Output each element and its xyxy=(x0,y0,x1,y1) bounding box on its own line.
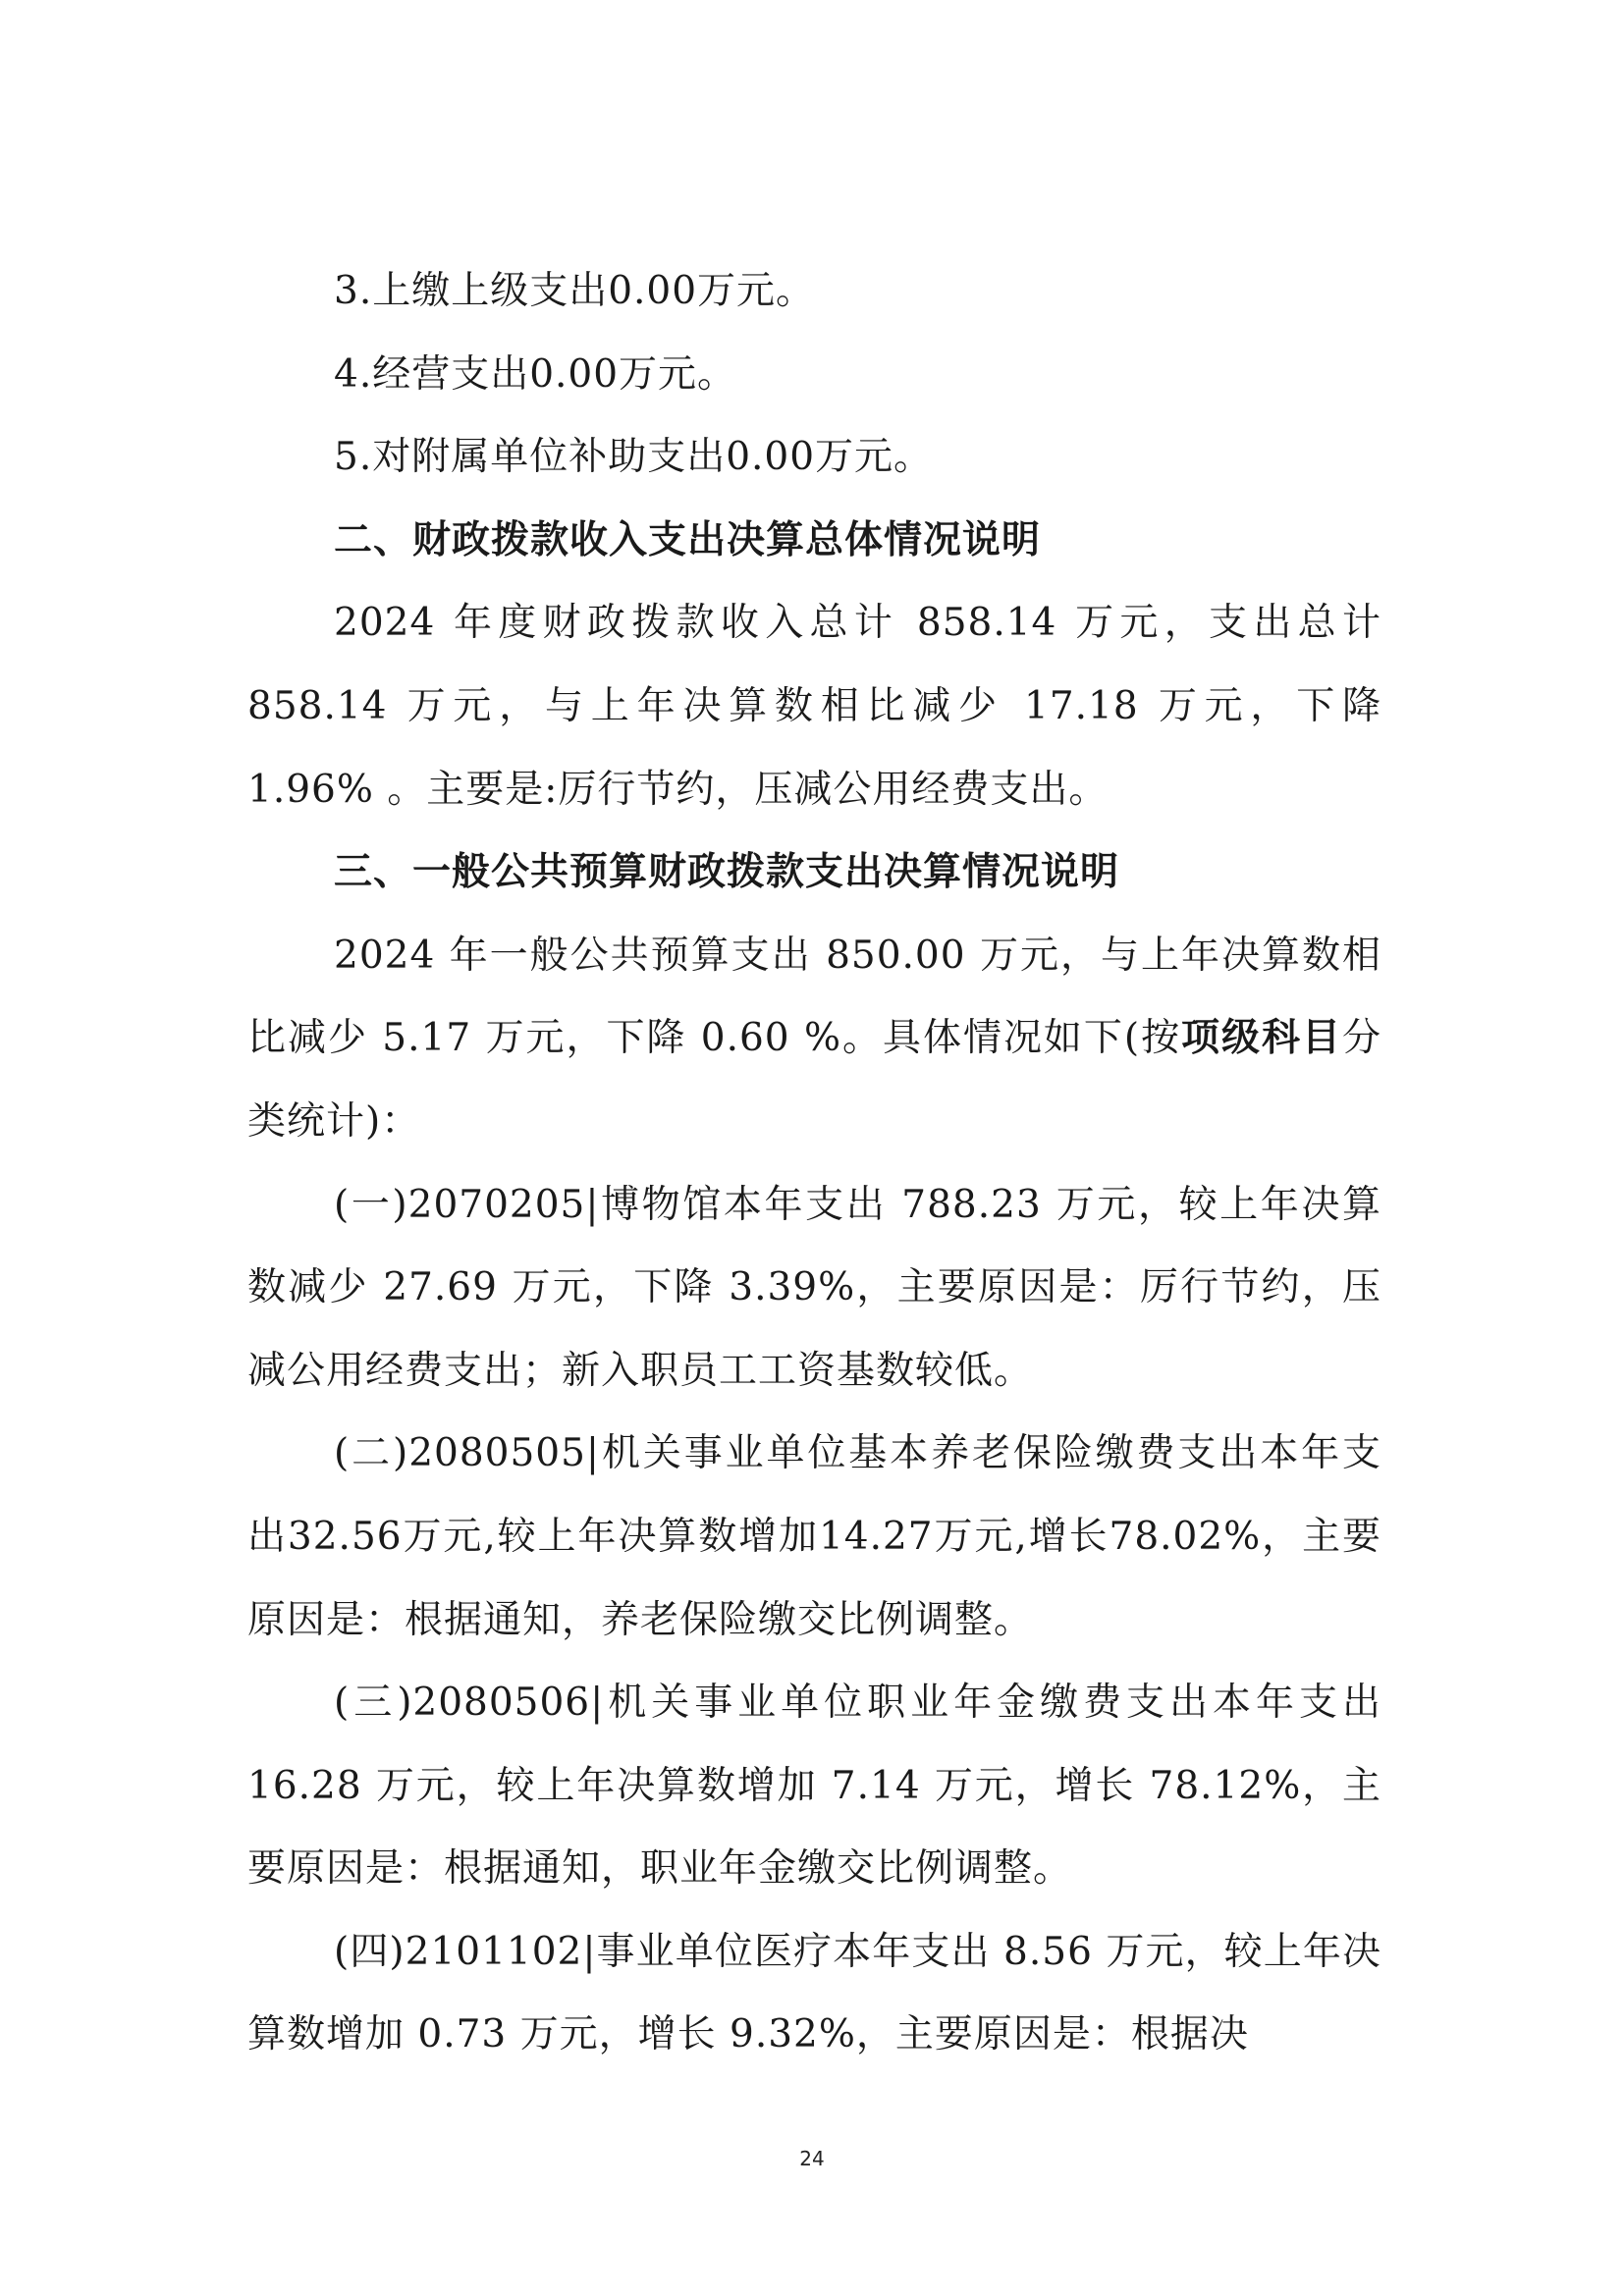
section-2-body: 2024 年度财政拨款收入总计 858.14 万元，支出总计 858.14 万元，与上年决算数相比减少 17.18 万元，下降 1.96% 。主要是:厉行节约，压减公用经费支出。 xyxy=(247,601,1381,812)
item-2101102: (四)2101102|事业单位医疗本年支出 8.56 万元，较上年决算数增加 0.73 万元，增长 9.32%，主要原因是：根据决 xyxy=(247,1929,1381,2057)
item-2070205: (一)2070205|博物馆本年支出 788.23 万元，较上年决算数减少 27.69 万元，下降 3.39%，主要原因是：厉行节约，压减公用经费支出；新入职员工工资基数较低。 xyxy=(247,1182,1381,1393)
expense-line-4: 4.经营支出0.00万元。 xyxy=(334,351,737,397)
section-3-intro xyxy=(247,915,1381,1164)
section-3-intro-tail: 分类统计)： xyxy=(247,1016,1381,1144)
expense-line-5: 5.对附属单位补助支出0.00万元。 xyxy=(334,435,934,480)
page-number: 24 xyxy=(799,2147,825,2170)
section-3-intro-text: 2024 年一般公共预算支出 850.00 万元，与上年决算数相比减少 5.17 万元，下降 0.60 %。具体情况如下(按 xyxy=(247,933,1381,1061)
item-2080506: (三)2080506|机关事业单位职业年金缴费支出本年支出 16.28 万元，较上年决算数增加 7.14 万元，增长 78.12%，主要原因是：根据通知，职业年金缴交比例调整。 xyxy=(247,1681,1381,1892)
section-3-heading: 三、一般公共预算财政拨款支出决算情况说明 xyxy=(334,850,1120,895)
section-2-heading: 二、财政拨款收入支出决算总体情况说明 xyxy=(334,517,1042,562)
section-3-intro-bold: 项级科目 xyxy=(1181,1016,1342,1061)
expense-line-3: 3.上缴上级支出0.00万元。 xyxy=(334,269,816,313)
document-body xyxy=(247,250,1381,2077)
item-2080505: (二)2080505|机关事业单位基本养老保险缴费支出本年支出32.56万元,较上年决算数增加14.27万元,增长78.02%，主要原因是：根据通知，养老保险缴交比例调整。 xyxy=(247,1431,1381,1642)
